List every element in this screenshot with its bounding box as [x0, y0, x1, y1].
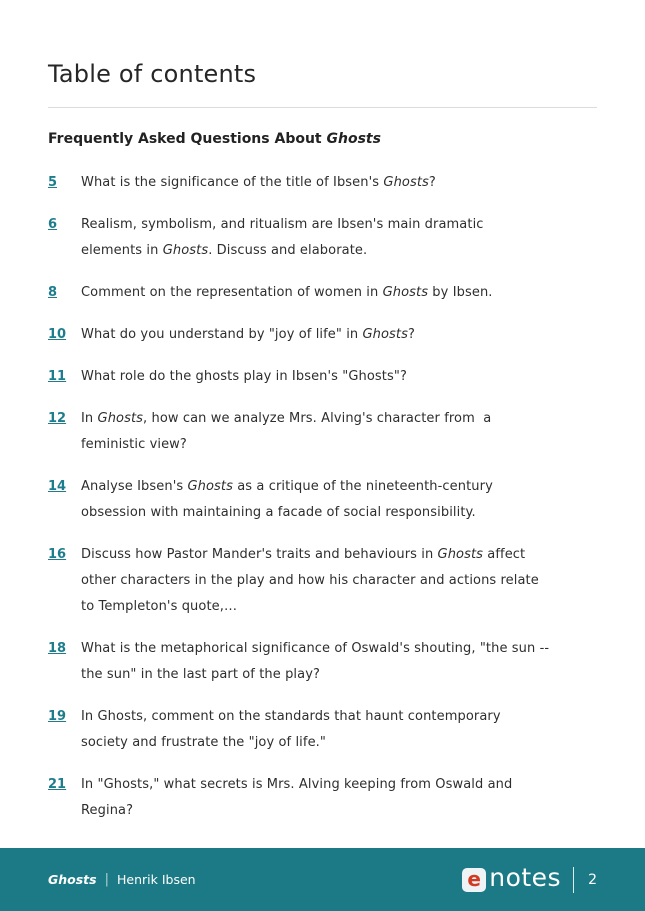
toc-entry-text: In "Ghosts," what secrets is Mrs. Alving keeping from Oswald and Regina?	[81, 777, 513, 818]
title-divider	[48, 107, 597, 108]
toc-entry	[48, 636, 597, 688]
toc-page-link[interactable]: 5	[48, 175, 58, 190]
toc-page-link[interactable]: 6	[48, 217, 58, 232]
footer-bar	[0, 848, 645, 911]
toc-entry	[48, 170, 597, 196]
footer-page-number: 2	[588, 871, 597, 888]
toc-entry	[48, 364, 597, 390]
toc-page-link[interactable]: 10	[48, 327, 67, 342]
toc-entry	[48, 212, 597, 264]
toc-entry-text: What is the metaphorical significance of Oswald's shouting, "the sun -- the sun" in the last part of the play?	[81, 641, 550, 682]
toc-entry-text: In Ghosts, comment on the standards that haunt contemporary society and frustrate the "joy of life."	[81, 709, 501, 750]
toc-entry	[48, 542, 597, 620]
toc-entry-text: Analyse Ibsen's Ghosts as a critique of the nineteenth-century obsession with maintaining a facade of social responsibility.	[81, 479, 493, 520]
toc-entry	[48, 772, 597, 824]
footer-author: Henrik Ibsen	[117, 872, 196, 887]
enotes-logo-text: notes	[489, 863, 562, 892]
toc-entry	[48, 474, 597, 526]
toc-content	[0, 58, 645, 824]
toc-page-link[interactable]: 16	[48, 547, 67, 562]
toc-page-link[interactable]: 21	[48, 777, 67, 792]
toc-page-link[interactable]: 18	[48, 641, 67, 656]
toc-entry	[48, 704, 597, 756]
enotes-logo	[462, 863, 562, 892]
toc-entry-text: What is the significance of the title of Ibsen's Ghosts?	[81, 175, 436, 190]
page-title: Table of contents	[48, 60, 257, 88]
footer-right	[462, 863, 597, 893]
footer-book-title: Ghosts	[48, 872, 97, 887]
toc-entry	[48, 280, 597, 306]
toc-entry-text: In Ghosts, how can we analyze Mrs. Alving's character from a feministic view?	[81, 411, 492, 452]
toc-page-link[interactable]: 12	[48, 411, 67, 426]
toc-entry-text: Realism, symbolism, and ritualism are Ibsen's main dramatic elements in Ghosts. Discuss and elaborate.	[81, 217, 484, 258]
enotes-e-icon: e	[467, 866, 481, 891]
toc-entry	[48, 406, 597, 458]
footer-separator: |	[104, 872, 109, 887]
footer-vertical-divider	[573, 867, 574, 893]
toc-entry-text: Comment on the representation of women in Ghosts by Ibsen.	[81, 285, 493, 300]
footer-left	[48, 872, 196, 887]
toc-entry-text: What role do the ghosts play in Ibsen's "Ghosts"?	[81, 369, 407, 384]
toc-entry-text: What do you understand by "joy of life" in Ghosts?	[81, 327, 415, 342]
toc-entry-text: Discuss how Pastor Mander's traits and behaviours in Ghosts affect other characters in the play and how his character and actions relate to Templeton's quote,…	[81, 547, 539, 614]
enotes-logo-badge	[462, 868, 486, 892]
toc-page-link[interactable]: 8	[48, 285, 58, 300]
toc-entry	[48, 322, 597, 348]
section-heading: Frequently Asked Questions About Ghosts	[48, 131, 381, 147]
toc-page-link[interactable]: 14	[48, 479, 67, 494]
toc-page-link[interactable]: 19	[48, 709, 67, 724]
toc-page-link[interactable]: 11	[48, 369, 67, 384]
toc-entry-list	[48, 170, 597, 824]
